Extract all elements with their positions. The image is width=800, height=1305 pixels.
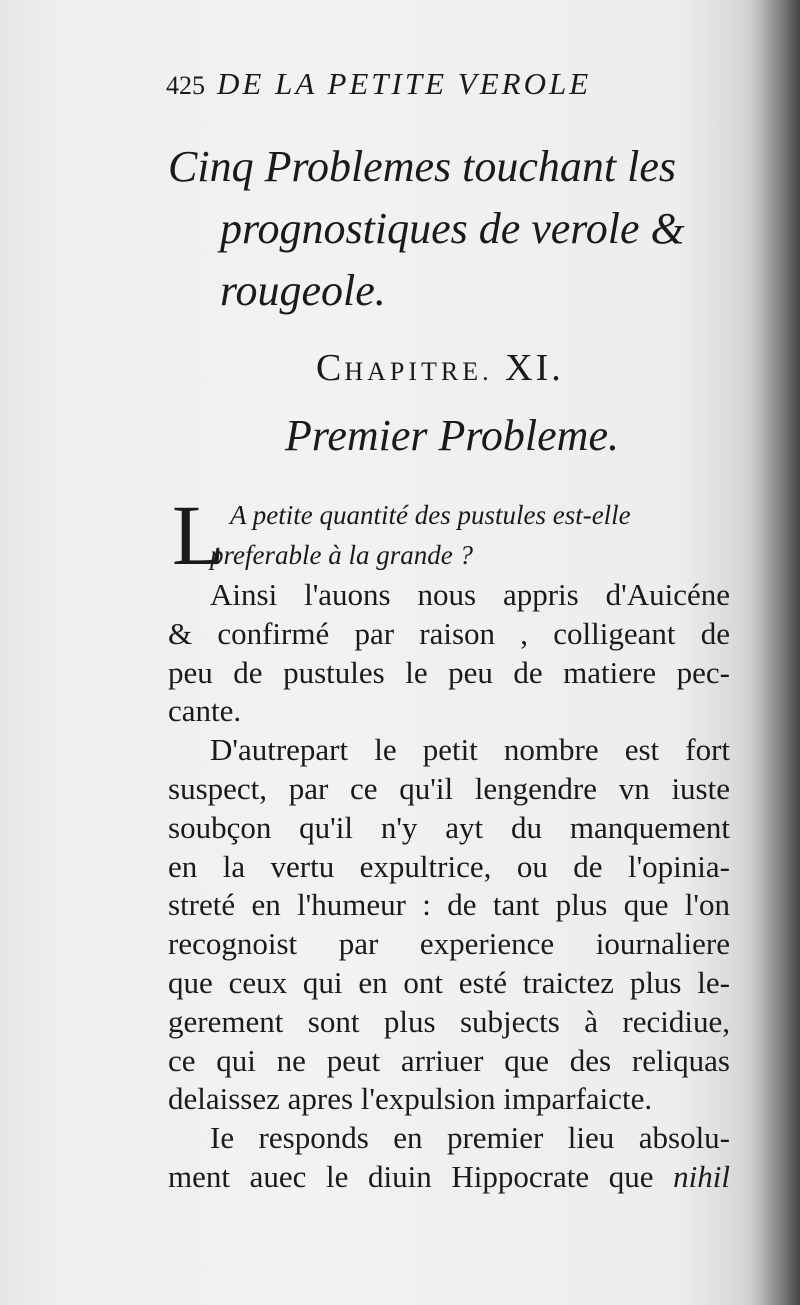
question-line-2: preferable à la grande ? [210, 540, 473, 570]
body-line: en la vertu expultrice, ou de l'opinia- [168, 848, 730, 884]
drop-cap: L [172, 487, 225, 583]
chapter-initial: C [316, 347, 345, 389]
body-line: D'autrepart le petit nombre est fort [210, 732, 730, 768]
body-line: delaissez apres l'expulsion imparfaicte. [168, 1081, 653, 1117]
final-line-text: ment auec le diuin Hippocrate que [168, 1158, 654, 1194]
body-line: suspect, par ce qu'il lengendre vn iuste [168, 770, 730, 806]
running-header [166, 66, 726, 106]
title-line-2: prognostiques de verole & [220, 204, 685, 253]
chapter-number: XI. [505, 347, 564, 389]
body-line: que ceux qui en ont esté traictez plus le- [168, 964, 730, 1000]
page-gutter-shadow [740, 0, 800, 1305]
body-line: & confirmé par raison , colligeant de [168, 615, 730, 651]
body-line: recognoist par experience iournaliere [168, 926, 730, 962]
problem-heading: Premier Probleme. [285, 411, 619, 460]
body-line: Ie responds en premier lieu absolu- [210, 1120, 730, 1156]
running-title: DE LA PETITE VEROLE [217, 66, 592, 101]
chapter-word: HAPITRE. [344, 357, 493, 386]
body-line: cante. [168, 693, 242, 729]
body-final-line [168, 1158, 730, 1197]
body-line: soubçon qu'il n'y ayt du manquement [168, 809, 730, 845]
question-line-1: A petite quantité des pustules est-elle [230, 500, 631, 530]
chapter-heading [316, 346, 616, 390]
body-line: Ainsi l'auons nous appris d'Auicéne [210, 577, 730, 612]
page-number: 425 [166, 71, 205, 100]
title-line-1: Cinq Problemes touchant les [168, 142, 676, 191]
body-line: peu de pustules le peu de matiere pec- [168, 654, 730, 690]
body-line: gerement sont plus subjects à recidiue, [168, 1003, 730, 1039]
body-line: ce qui ne peut arriuer que des reliquas [168, 1042, 730, 1078]
final-line-latin: nihil [673, 1158, 730, 1194]
section-title [168, 136, 738, 322]
body-text [168, 576, 738, 1197]
title-line-3: rougeole. [220, 266, 386, 315]
body-line: streté en l'humeur : de tant plus que l'on [168, 887, 730, 923]
question-paragraph [172, 487, 742, 586]
